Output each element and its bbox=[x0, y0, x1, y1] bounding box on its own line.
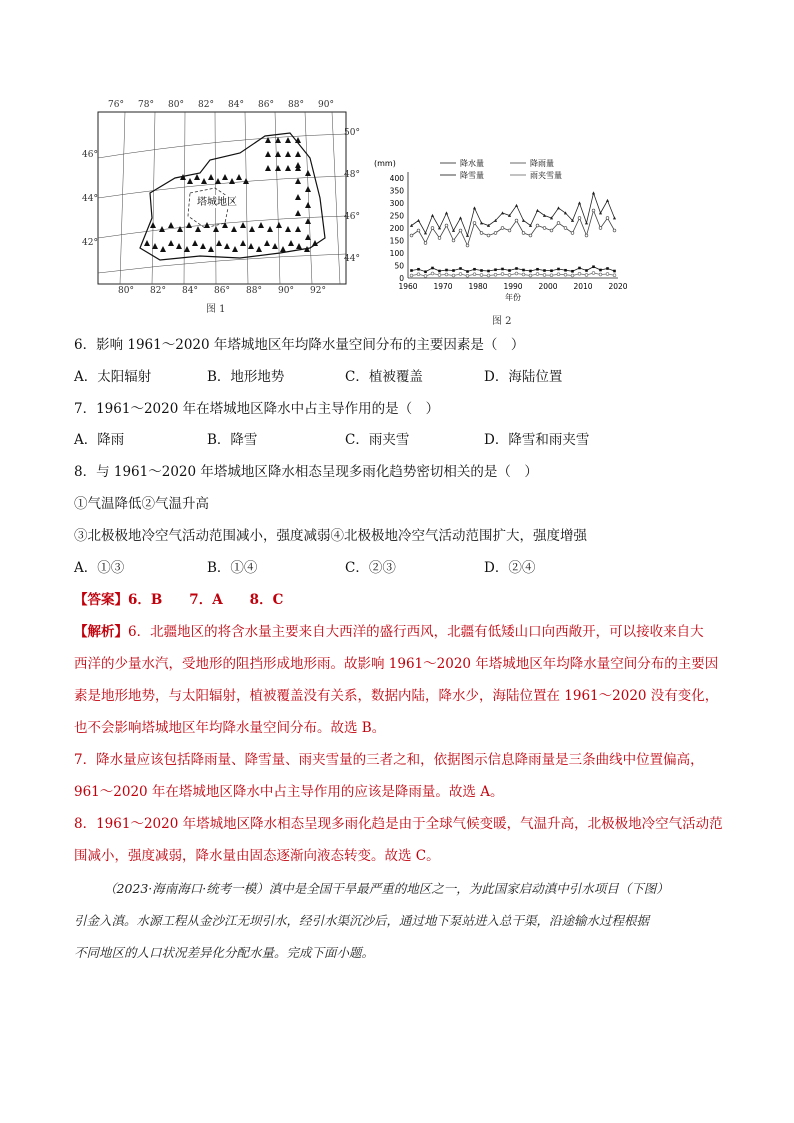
y-tick-label: 350 bbox=[389, 186, 404, 196]
data-point bbox=[557, 268, 560, 271]
mountain-symbol bbox=[160, 246, 166, 252]
fig1-bottom-tick-2: 84° bbox=[182, 286, 198, 296]
data-point bbox=[522, 232, 525, 235]
data-point bbox=[557, 273, 560, 276]
mountain-symbols bbox=[144, 137, 318, 252]
q6-option-c: C．植被覆盖 bbox=[345, 369, 423, 385]
data-point bbox=[480, 221, 483, 224]
mountain-symbol bbox=[216, 240, 222, 246]
data-point bbox=[501, 273, 504, 276]
mountain-symbol bbox=[168, 222, 174, 228]
fig1-bottom-tick-0: 80° bbox=[118, 286, 134, 296]
data-point bbox=[501, 268, 504, 271]
mountain-symbol bbox=[150, 222, 156, 228]
mountain-symbol bbox=[267, 226, 273, 232]
data-point bbox=[459, 273, 462, 276]
data-point bbox=[473, 273, 476, 276]
fig1-top-tick-6: 88° bbox=[288, 100, 304, 110]
data-point bbox=[431, 267, 434, 270]
mountain-symbol bbox=[187, 178, 193, 184]
data-point bbox=[571, 232, 574, 235]
data-point bbox=[417, 229, 420, 232]
data-point bbox=[564, 273, 567, 276]
data-point bbox=[536, 224, 539, 227]
data-point bbox=[424, 275, 427, 278]
y-tick-label: 150 bbox=[389, 236, 404, 246]
q7-option-a: A．降雨 bbox=[74, 432, 125, 448]
y-tick-label: 300 bbox=[389, 199, 404, 208]
y-tick-label: 200 bbox=[389, 224, 404, 233]
mountain-symbol bbox=[215, 178, 221, 184]
data-point bbox=[592, 191, 595, 194]
data-point bbox=[459, 216, 462, 219]
data-point bbox=[613, 270, 616, 273]
analysis-p8-line2: 围减小，强度减弱，降水量由固态逐渐向液态转变。故选 C。 bbox=[74, 848, 440, 864]
data-point bbox=[473, 206, 476, 209]
data-point bbox=[585, 234, 588, 237]
data-point bbox=[508, 229, 511, 232]
data-point bbox=[473, 222, 476, 225]
fig1-top-tick-3: 82° bbox=[198, 100, 214, 110]
mountain-symbol bbox=[285, 151, 291, 157]
fig1-top-tick-4: 84° bbox=[228, 100, 244, 110]
q6-stem: 6．影响 1961～2020 年塔城地区年均降水量空间分布的主要因素是（ ） bbox=[74, 337, 525, 353]
mountain-symbol bbox=[201, 178, 207, 184]
data-point bbox=[550, 269, 553, 272]
data-point bbox=[613, 216, 616, 219]
series-line-3 bbox=[412, 273, 615, 276]
data-point bbox=[494, 273, 497, 276]
y-tick-label: 250 bbox=[389, 211, 404, 221]
mountain-symbol bbox=[231, 226, 237, 232]
data-point bbox=[585, 274, 588, 277]
legend-label: 降雨量 bbox=[530, 159, 554, 168]
q8-items-line2: ③北极极地冷空气活动范围减小，强度减弱④北极极地冷空气活动范围扩大，强度增强 bbox=[74, 528, 587, 544]
fig1-left-tick-0: 46° bbox=[82, 150, 98, 160]
data-point bbox=[564, 227, 567, 230]
analysis-p8-line1: 8．1961～2020 年塔城地区降水相态呈现多雨化趋是由于全球气候变暖，气温升高，北极极地冷空气活动范 bbox=[74, 816, 723, 832]
data-point bbox=[571, 274, 574, 277]
data-point bbox=[515, 204, 518, 207]
q7-option-b: B．降雪 bbox=[207, 432, 258, 448]
data-point bbox=[424, 270, 427, 273]
data-point bbox=[480, 269, 483, 272]
mountain-symbol bbox=[222, 174, 228, 180]
data-point bbox=[438, 237, 441, 240]
data-point bbox=[578, 217, 581, 220]
data-point bbox=[466, 244, 469, 247]
fig1-right-tick-1: 48° bbox=[344, 170, 360, 180]
q8-option-d: D．②④ bbox=[484, 560, 536, 576]
data-point bbox=[536, 209, 539, 212]
data-point bbox=[515, 272, 518, 275]
answer-text: 6．B 7．A 8．C bbox=[128, 592, 284, 608]
q8-option-c: C．②③ bbox=[345, 560, 396, 576]
mountain-symbol bbox=[275, 151, 281, 157]
data-point bbox=[571, 270, 574, 273]
data-point bbox=[480, 232, 483, 235]
data-point bbox=[613, 229, 616, 232]
data-point bbox=[459, 229, 462, 232]
data-point bbox=[431, 272, 434, 275]
data-point bbox=[536, 273, 539, 276]
x-tick-label: 2010 bbox=[573, 282, 593, 291]
data-point bbox=[431, 214, 434, 217]
mountain-symbol bbox=[275, 165, 281, 171]
q7-option-d: D．降雪和雨夹雪 bbox=[484, 432, 590, 448]
mountain-symbol bbox=[224, 243, 230, 249]
y-tick-label: 50 bbox=[394, 261, 404, 271]
mountain-symbol bbox=[184, 246, 190, 252]
y-unit-label: (mm) bbox=[374, 159, 396, 168]
next-intro-line1: （2023·海南海口·统考一模）滇中是全国干旱最严重的地区之一，为此国家启动滇中引水项目（下图） bbox=[104, 881, 669, 896]
q8-option-b: B．①④ bbox=[207, 560, 258, 576]
data-point bbox=[515, 267, 518, 270]
fig1-bottom-tick-6: 92° bbox=[310, 286, 326, 296]
fig1-right-tick-0: 50° bbox=[344, 128, 360, 138]
x-tick-label: 2020 bbox=[608, 282, 628, 291]
q8-stem: 8．与 1961～2020 年塔城地区降水相态呈现多雨化趋势密切相关的是（ ） bbox=[74, 464, 538, 480]
mountain-symbol bbox=[285, 226, 291, 232]
fig1-bottom-tick-1: 82° bbox=[150, 286, 166, 296]
fig1-bottom-tick-5: 90° bbox=[278, 286, 294, 296]
data-point bbox=[508, 269, 511, 272]
data-point bbox=[431, 227, 434, 230]
data-point bbox=[452, 229, 455, 232]
data-point bbox=[557, 206, 560, 209]
data-point bbox=[445, 211, 448, 214]
mountain-symbol bbox=[200, 243, 206, 249]
fig1-top-tick-2: 80° bbox=[168, 100, 184, 110]
data-point bbox=[550, 274, 553, 277]
fig1-bottom-tick-4: 88° bbox=[246, 286, 262, 296]
legend-label: 降水量 bbox=[460, 159, 484, 168]
data-point bbox=[564, 269, 567, 272]
data-point bbox=[585, 221, 588, 224]
fig1-left-tick-2: 42° bbox=[82, 238, 98, 248]
mountain-symbol bbox=[264, 240, 270, 246]
data-point bbox=[417, 219, 420, 222]
data-point bbox=[606, 199, 609, 202]
x-axis-label: 年份 bbox=[505, 293, 521, 302]
mountain-symbol bbox=[295, 162, 301, 168]
mountain-symbol bbox=[265, 151, 271, 157]
mountain-symbol bbox=[272, 243, 278, 249]
figure2-line-chart bbox=[370, 150, 630, 325]
data-point bbox=[543, 269, 546, 272]
q8-items-line1: ①气温降低②气温升高 bbox=[74, 496, 209, 512]
data-point bbox=[529, 274, 532, 277]
mountain-symbol bbox=[186, 222, 192, 228]
mountain-symbol bbox=[305, 170, 311, 176]
mountain-symbol bbox=[213, 226, 219, 232]
data-point bbox=[578, 267, 581, 270]
data-point bbox=[445, 269, 448, 272]
figure1-caption: 图 1 bbox=[206, 304, 226, 315]
tacheng-label: 塔城地区 bbox=[197, 197, 237, 208]
data-point bbox=[599, 269, 602, 272]
data-point bbox=[494, 232, 497, 235]
analysis-p6-line2: 西洋的少量水汽，受地形的阻挡形成地形雨。故影响 1961～2020 年塔城地区年均降水量空间分布的主要因 bbox=[74, 656, 719, 672]
mountain-symbol bbox=[195, 226, 201, 232]
data-point bbox=[501, 211, 504, 214]
data-point bbox=[424, 231, 427, 234]
analysis-p6-line4: 也不会影响塔城地区年均降水量空间分布。故选 B。 bbox=[74, 720, 386, 736]
mountain-symbol bbox=[177, 226, 183, 232]
legend-label: 雨夹雪量 bbox=[530, 171, 562, 180]
q6-option-d: D．海陆位置 bbox=[484, 369, 563, 385]
mountain-symbol bbox=[285, 137, 291, 143]
analysis-p7-line2: 961～2020 年在塔城地区降水中占主导作用的应该是降雨量。故选 A。 bbox=[74, 784, 504, 800]
mountain-symbol bbox=[144, 240, 150, 246]
x-tick-label: 1990 bbox=[503, 282, 523, 291]
q6-option-a: A．太阳辐射 bbox=[74, 369, 152, 385]
data-point bbox=[599, 211, 602, 214]
next-intro-line3: 不同地区的人口状况差异化分配水量。完成下面小题。 bbox=[74, 945, 375, 960]
data-point bbox=[438, 270, 441, 273]
mountain-symbol bbox=[192, 240, 198, 246]
data-point bbox=[522, 269, 525, 272]
q7-stem: 7．1961～2020 年在塔城地区降水中占主导作用的是（ ） bbox=[74, 401, 440, 417]
mountain-symbol bbox=[249, 226, 255, 232]
data-point bbox=[452, 239, 455, 242]
mountain-symbol bbox=[295, 226, 301, 232]
mountain-symbol bbox=[295, 151, 301, 157]
data-point bbox=[487, 274, 490, 277]
data-point bbox=[613, 274, 616, 277]
data-point bbox=[417, 268, 420, 271]
data-point bbox=[592, 209, 595, 212]
q7-option-c: C．雨夹雪 bbox=[345, 432, 410, 448]
data-point bbox=[515, 219, 518, 222]
mountain-symbol bbox=[208, 174, 214, 180]
data-point bbox=[606, 273, 609, 276]
answer-label: 【答案】 bbox=[74, 592, 128, 608]
mountain-symbol bbox=[248, 243, 254, 249]
data-point bbox=[473, 268, 476, 271]
data-point bbox=[522, 219, 525, 222]
mountain-symbol bbox=[295, 194, 301, 200]
mountain-symbol bbox=[305, 218, 311, 224]
fig1-right-tick-2: 46° bbox=[344, 212, 360, 222]
fig1-top-tick-7: 90° bbox=[318, 100, 334, 110]
answer-line bbox=[74, 591, 283, 609]
mountain-symbol bbox=[295, 210, 301, 216]
data-point bbox=[543, 274, 546, 277]
series-line-2 bbox=[412, 267, 615, 272]
data-point bbox=[508, 274, 511, 277]
analysis-label: 【解析】 bbox=[74, 624, 128, 640]
data-point bbox=[606, 217, 609, 220]
data-point bbox=[494, 268, 497, 271]
fig1-top-tick-5: 86° bbox=[258, 100, 274, 110]
data-point bbox=[452, 269, 455, 272]
mountain-symbol bbox=[159, 226, 165, 232]
data-point bbox=[452, 274, 455, 277]
x-tick-label: 2000 bbox=[538, 282, 558, 291]
analysis-p6-line3: 素是地形地势，与太阳辐射，植被覆盖没有关系，数据内陆，降水少，海陆位置在 1961～2020 没有变化， bbox=[74, 688, 719, 704]
y-tick-label: 400 bbox=[389, 174, 404, 183]
data-point bbox=[410, 234, 413, 237]
x-tick-label: 1960 bbox=[398, 282, 418, 291]
data-point bbox=[543, 227, 546, 230]
figure2-caption: 图 2 bbox=[492, 316, 512, 327]
data-point bbox=[487, 270, 490, 273]
data-point bbox=[550, 229, 553, 232]
data-point bbox=[466, 274, 469, 277]
mountain-symbol bbox=[256, 246, 262, 252]
mountain-symbol bbox=[236, 174, 242, 180]
data-point bbox=[424, 242, 427, 245]
mountain-symbol bbox=[288, 240, 294, 246]
data-point bbox=[466, 270, 469, 273]
data-point bbox=[578, 201, 581, 204]
data-point bbox=[438, 226, 441, 229]
data-point bbox=[585, 269, 588, 272]
mountain-symbol bbox=[258, 222, 264, 228]
data-point bbox=[557, 222, 560, 225]
fig1-bottom-tick-3: 86° bbox=[214, 286, 230, 296]
mountain-symbol bbox=[280, 246, 286, 252]
mountain-symbol bbox=[305, 202, 311, 208]
q6-option-b: B．地形地势 bbox=[207, 369, 285, 385]
data-point bbox=[410, 274, 413, 277]
mountain-symbol bbox=[243, 178, 249, 184]
mountain-symbol bbox=[176, 243, 182, 249]
fig1-right-tick-3: 44° bbox=[344, 254, 360, 264]
data-point bbox=[438, 274, 441, 277]
mountain-symbol bbox=[229, 178, 235, 184]
mountain-symbol bbox=[276, 222, 282, 228]
mountain-symbol bbox=[168, 240, 174, 246]
data-point bbox=[606, 267, 609, 270]
mountain-symbol bbox=[285, 165, 291, 171]
y-tick-label: 100 bbox=[389, 249, 404, 258]
data-point bbox=[410, 269, 413, 272]
data-point bbox=[578, 272, 581, 275]
data-point bbox=[417, 273, 420, 276]
legend-label: 降雪量 bbox=[460, 171, 484, 180]
mountain-symbol bbox=[296, 243, 302, 249]
data-point bbox=[599, 227, 602, 230]
data-point bbox=[501, 227, 504, 230]
mountain-symbol bbox=[240, 240, 246, 246]
mountain-symbol bbox=[194, 174, 200, 180]
mountain-symbol bbox=[232, 246, 238, 252]
fig1-left-tick-1: 44° bbox=[82, 194, 98, 204]
mountain-symbol bbox=[305, 186, 311, 192]
fig1-top-tick-0: 76° bbox=[108, 100, 124, 110]
data-point bbox=[529, 270, 532, 273]
data-point bbox=[522, 273, 525, 276]
analysis-p7-line1: 7．降水量应该包括降雨量、降雪量、雨夹雪量的三者之和，依据图示信息降雨量是三条曲线中位置偏高， bbox=[74, 752, 704, 768]
x-tick-label: 1980 bbox=[468, 282, 488, 291]
mountain-symbol bbox=[208, 246, 214, 252]
data-point bbox=[459, 267, 462, 270]
data-point bbox=[599, 273, 602, 276]
q8-option-a: A．①③ bbox=[74, 560, 125, 576]
x-tick-label: 1970 bbox=[433, 282, 453, 291]
y-tick-label: 0 bbox=[399, 274, 404, 283]
data-point bbox=[592, 272, 595, 275]
data-point bbox=[529, 234, 532, 237]
fig1-top-tick-1: 78° bbox=[138, 100, 154, 110]
data-point bbox=[466, 234, 469, 237]
analysis-p6-line1: 【解析】6．北疆地区的将含水量主要来自大西洋的盛行西风，北疆有低矮山口向西敞开，可以接收来自大 bbox=[74, 624, 704, 640]
data-point bbox=[480, 274, 483, 277]
mountain-symbol bbox=[240, 222, 246, 228]
next-intro-line2: 引金入滇。水源工程从金沙江无坝引水，经引水渠沉沙后，通过地下泵站进入总干渠，沿途输水过程根据 bbox=[74, 913, 650, 928]
data-point bbox=[445, 273, 448, 276]
mountain-symbol bbox=[265, 165, 271, 171]
data-point bbox=[536, 268, 539, 271]
data-point bbox=[487, 234, 490, 237]
data-point bbox=[445, 224, 448, 227]
data-point bbox=[592, 265, 595, 268]
mountain-symbol bbox=[295, 178, 301, 184]
